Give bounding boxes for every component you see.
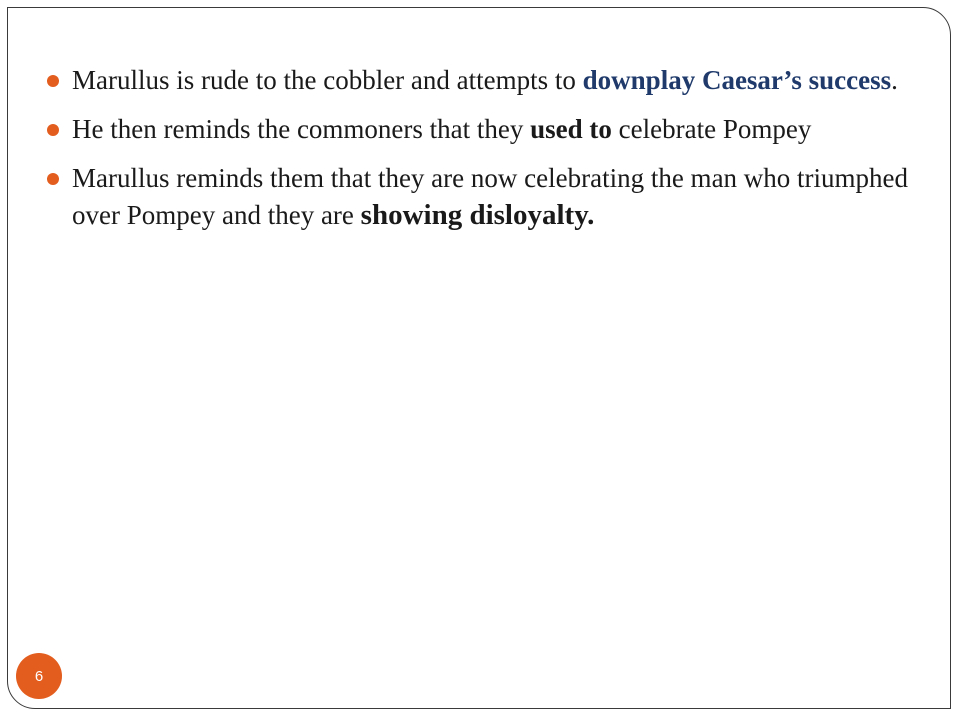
bullet-text-end: celebrate Pompey xyxy=(611,114,812,144)
bullet-emphasis: downplay Caesar’s success xyxy=(582,65,892,95)
bullet-dot-icon xyxy=(47,124,59,136)
bullet-list xyxy=(47,62,947,246)
page-number-badge: 6 xyxy=(16,653,62,699)
bullet-dot-icon xyxy=(47,173,59,185)
bullet-text: Marullus reminds them that they are now celebrating the man who triumphed over Pompey and they are xyxy=(72,163,909,230)
bullet-text-end: . xyxy=(891,65,898,95)
bullet-item xyxy=(47,160,947,234)
bullet-text: He then reminds the commoners that they xyxy=(72,114,531,144)
bullet-item xyxy=(47,111,947,148)
bullet-item xyxy=(47,62,947,99)
bullet-emphasis: used to xyxy=(530,114,612,144)
bullet-text: Marullus is rude to the cobbler and attempts to xyxy=(72,65,583,95)
bullet-dot-icon xyxy=(47,75,59,87)
bullet-emphasis: showing disloyalty. xyxy=(360,199,595,231)
